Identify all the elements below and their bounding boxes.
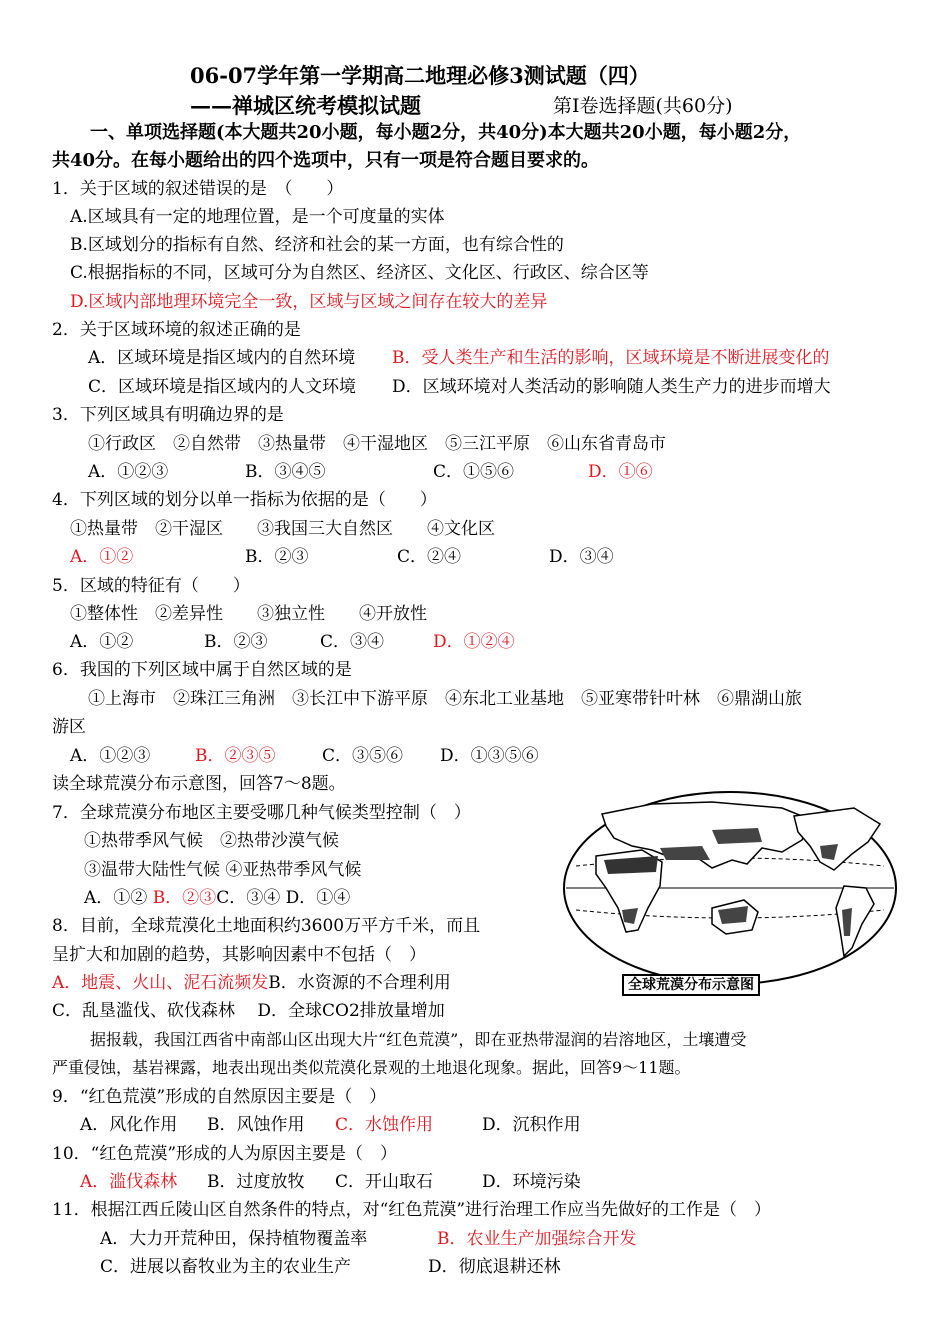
question-2-option-c: C．区域环境是指区域内的人文环境 — [88, 377, 357, 397]
question-1-option-b: B.区域划分的指标有自然、经济和社会的某一方面，也有综合性的 — [70, 235, 564, 255]
question-3-option-a: A．①②③ — [88, 462, 169, 482]
question-3-option-b: B．③④⑤ — [245, 462, 326, 482]
question-11-option-d: D．彻底退耕还林 — [428, 1257, 561, 1277]
map-caption: 全球荒漠分布示意图 — [622, 974, 760, 996]
question-3-option-d-answer: D．①⑥ — [588, 462, 653, 482]
world-desert-map — [562, 790, 898, 998]
question-9-option-a: A．风化作用 — [80, 1115, 178, 1135]
question-4-option-a-answer: A．①② — [70, 547, 134, 567]
question-10-option-a-answer: A．滥伐森林 — [80, 1172, 178, 1192]
question-7-option-b-answer: B．②③ — [152, 888, 217, 908]
question-6-option-b-answer: B．②③⑤ — [195, 746, 276, 766]
question-7-option-a: A．①② — [84, 888, 148, 908]
passage-line-1: 据报载，我国江西省中南部山区出现大片“红色荒漠”，即在亚热带湿润的岩溶地区，土壤遭受 — [90, 1030, 747, 1049]
page-subtitle: ——禅城区统考模拟试题 — [190, 93, 421, 118]
question-2-stem: 2．关于区域环境的叙述正确的是 — [52, 320, 301, 340]
question-1-option-c: C.根据指标的不同，区域可分为自然区、经济区、文化区、行政区、综合区等 — [70, 263, 649, 283]
question-8-option-d: D．全球CO2排放量增加 — [257, 1001, 445, 1021]
question-6-items: ①上海市 ②珠江三角洲 ③长江中下游平原 ④东北工业基地 ⑤亚寒带针叶林 ⑥鼎湖山旅 — [88, 689, 802, 709]
world-map-figure — [562, 790, 898, 998]
question-11-option-b-answer: B．农业生产加强综合开发 — [437, 1229, 637, 1249]
question-4-option-c: C．②④ — [397, 547, 462, 567]
question-4-stem: 4．下列区域的划分以单一指标为依据的是（ ） — [52, 490, 437, 510]
question-7-option-d: D．①④ — [285, 888, 351, 908]
question-3-items: ①行政区 ②自然带 ③热量带 ④干湿地区 ⑤三江平原 ⑥山东省青岛市 — [88, 434, 666, 454]
question-2-option-d: D．区域环境对人类活动的影响随人类生产力的进步而增大 — [392, 377, 831, 397]
question-4-items: ①热量带 ②干湿区 ③我国三大自然区 ④文化区 — [70, 519, 495, 539]
map-reading-prompt: 读全球荒漠分布示意图，回答7～8题。 — [52, 774, 346, 794]
question-5-items: ①整体性 ②差异性 ③独立性 ④开放性 — [70, 604, 427, 624]
question-2-option-b-answer: B．受人类生产和生活的影响，区域环境是不断进展变化的 — [392, 348, 830, 368]
question-4-option-d: D．③④ — [549, 547, 614, 567]
volume-label: 第Ⅰ卷选择题(共60分) — [553, 95, 733, 117]
question-11-option-a: A．大力开荒种田，保持植物覆盖率 — [100, 1229, 368, 1249]
passage-line-2: 严重侵蚀，基岩裸露，地表出现出类似荒漠化景观的土地退化现象。据此，回答9～11题。 — [52, 1058, 691, 1077]
question-11-option-c: C．进展以畜牧业为主的农业生产 — [100, 1257, 352, 1277]
question-2-option-a: A．区域环境是指区域内的自然环境 — [88, 348, 356, 368]
question-6-stem: 6．我国的下列区域中属于自然区域的是 — [52, 660, 352, 680]
page-title: 06-07学年第一学期高二地理必修3测试题（四） — [190, 63, 650, 88]
question-10-option-c: C．开山取石 — [335, 1172, 434, 1192]
question-6-items-cont: 游区 — [52, 717, 86, 737]
question-7-options — [84, 886, 350, 910]
question-3-option-c: C．①⑤⑥ — [433, 462, 515, 482]
question-6-option-d: D．①③⑤⑥ — [440, 746, 539, 766]
question-5-option-c: C．③④ — [320, 632, 385, 652]
question-7-stem: 7．全球荒漠分布地区主要受哪几种气候类型控制（ ） — [52, 803, 471, 823]
question-9-option-b: B．风蚀作用 — [207, 1115, 305, 1135]
question-4-option-b: B．②③ — [245, 547, 309, 567]
question-8-options-ab — [52, 971, 451, 995]
question-1-option-a: A.区域具有一定的地理位置，是一个可度量的实体 — [70, 207, 445, 227]
question-1-option-d-answer: D.区域内部地理环境完全一致，区域与区域之间存在较大的差异 — [70, 292, 548, 312]
question-9-option-d: D．沉积作用 — [482, 1115, 581, 1135]
question-6-option-a: A．①②③ — [70, 746, 151, 766]
question-7-items-2: ③温带大陆性气候 ④亚热带季风气候 — [84, 860, 362, 880]
question-8-stem-cont: 呈扩大和加剧的趋势，其影响因素中不包括（ ） — [52, 945, 426, 965]
question-9-option-c-answer: C．水蚀作用 — [335, 1115, 434, 1135]
question-7-option-c: C．③④ — [216, 888, 281, 908]
question-11-stem: 11．根据江西丘陵山区自然条件的特点，对“红色荒漠”进行治理工作应当先做好的工作是（ ） — [52, 1200, 772, 1220]
question-9-stem: 9．“红色荒漠”形成的自然原因主要是（ ） — [52, 1087, 387, 1107]
question-6-option-c: C．③⑤⑥ — [322, 746, 404, 766]
question-10-option-b: B．过度放牧 — [207, 1172, 305, 1192]
question-8-options-cd — [52, 999, 445, 1023]
question-8-option-b: B．水资源的不合理利用 — [268, 973, 451, 993]
question-5-option-b: B．②③ — [204, 632, 268, 652]
question-8-option-c: C．乱垦滥伐、砍伐森林 — [52, 1001, 236, 1021]
question-5-option-a: A．①② — [70, 632, 134, 652]
question-7-items-1: ①热带季风气候 ②热带沙漠气候 — [84, 831, 339, 851]
question-8-stem: 8．目前，全球荒漠化土地面积约3600万平方千米，而且 — [52, 916, 481, 936]
question-10-stem: 10．“红色荒漠”形成的人为原因主要是（ ） — [52, 1144, 398, 1164]
question-10-option-d: D．环境污染 — [482, 1172, 581, 1192]
question-1-stem: 1．关于区域的叙述错误的是 （ ） — [52, 179, 344, 199]
question-3-stem: 3．下列区域具有明确边界的是 — [52, 405, 284, 425]
section-instructions-cont: 共40分。在每小题给出的四个选项中，只有一项是符合题目要求的。 — [52, 150, 600, 171]
section-instructions: 一、单项选择题(本大题共20小题，每小题2分，共40分)本大题共20小题，每小题2分， — [90, 122, 802, 143]
question-8-option-a-answer: A．地震、火山、泥石流频发 — [52, 973, 269, 993]
question-5-stem: 5．区域的特征有（ ） — [52, 576, 250, 596]
question-5-option-d-answer: D．①②④ — [433, 632, 515, 652]
